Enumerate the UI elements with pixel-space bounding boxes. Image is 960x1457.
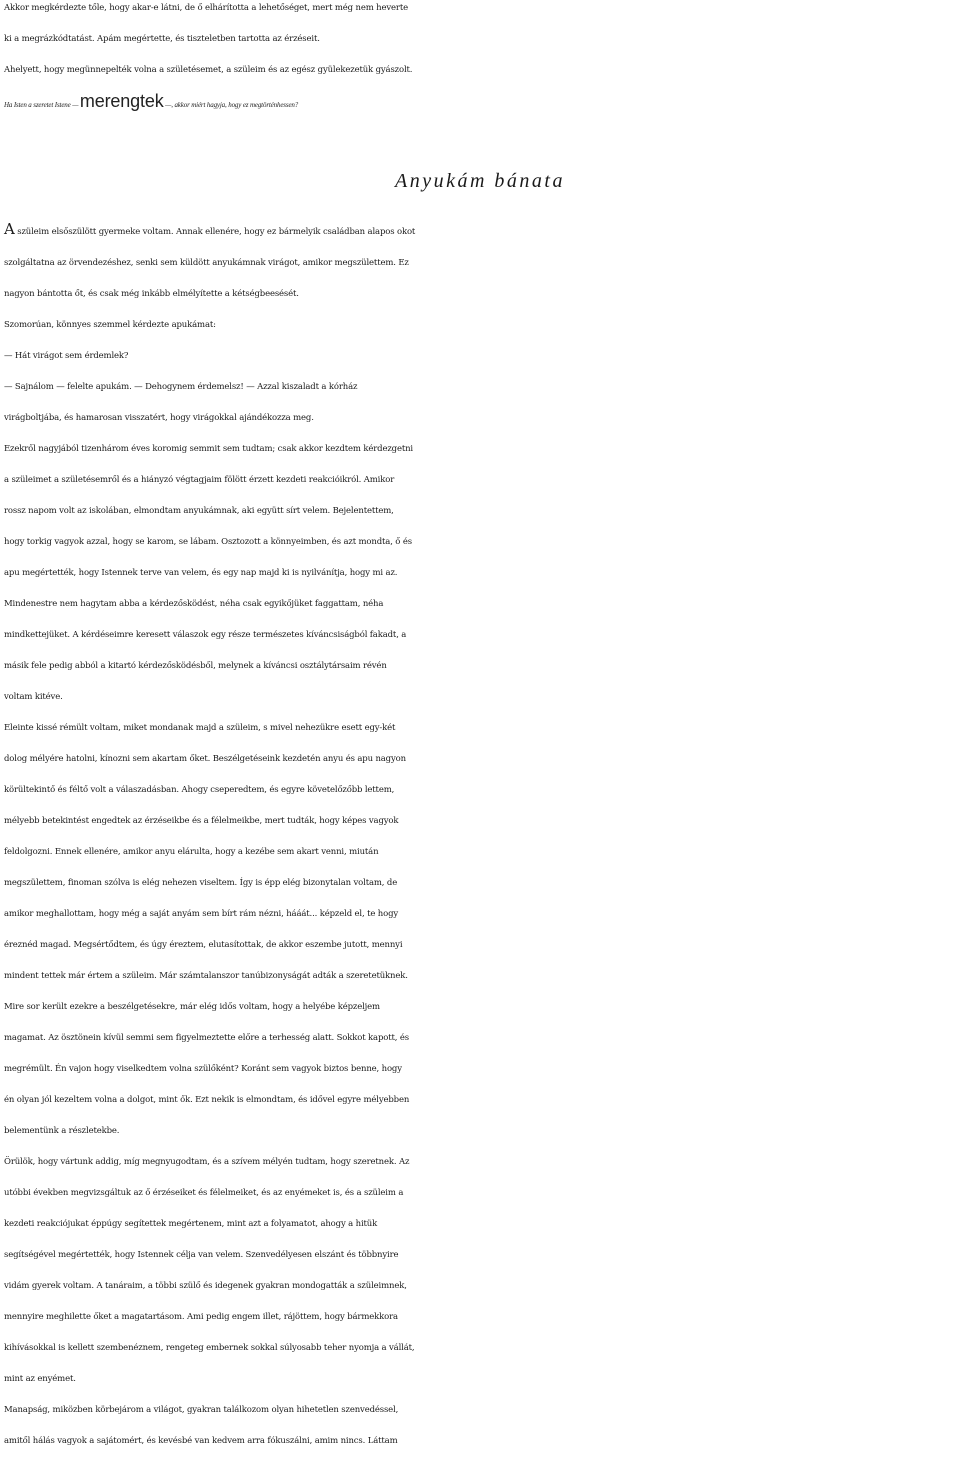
paragraph-line: magamat. Az ösztönein kívül semmi sem figyelmeztette előre a terhesség alatt. Sokkot kapott, és <box>4 1033 409 1043</box>
paragraph-line: mélyebb betekintést engedtek az érzéseikbe és a félelmeikbe, mert tudták, hogy képes vagyok <box>4 816 399 826</box>
paragraph-line: virágboltjába, és hamarosan visszatért, hogy virágokkal ajándékozza meg. <box>4 413 314 423</box>
paragraph-line: körültekintő és féltő volt a válaszadásban. Ahogy cseperedtem, és egyre követelőzőbb lettem, <box>4 785 395 795</box>
paragraph-line: mindent tettek már értem a szüleim. Már számtalanszor tanúbizonyságát adták a szeretetüknek. <box>4 971 408 981</box>
paragraph-line: amitől hálás vagyok a sajátomért, és kevésbé van kedvem arra fókuszálni, amim nincs. Láttam <box>4 1436 398 1446</box>
paragraph-line: Mire sor került ezekre a beszélgetésekre, már elég idős voltam, hogy a helyébe képzeljem <box>4 1002 380 1012</box>
paragraph-line: vidám gyerek voltam. A tanáraim, a többi szülő és idegenek gyakran mondogatták a szüleimnek, <box>4 1281 407 1291</box>
italic-quote-part: —, akkor miért hagyja, hogy ez megtörténhessen? <box>163 101 299 109</box>
paragraph-line: mennyire meghilette őket a magatartásom. Ami pedig engem illet, rájöttem, hogy bármekkora <box>4 1312 398 1322</box>
paragraph-line: mint az enyémet. <box>4 1374 76 1384</box>
paragraph-line: kihívásokkal is kellett szembenéznem, rengeteg embernek sokkal súlyosabb teher nyomja a vállát, <box>4 1343 415 1353</box>
paragraph-line: másik fele pedig abból a kitartó kérdezősködésből, melynek a kíváncsi osztálytársaim révén <box>4 661 387 671</box>
paragraph-line: amikor meghallottam, hogy még a saját anyám sem bírt rám nézni, hááát... képzeld el, te hogy <box>4 909 399 919</box>
paragraph-line: Örülök, hogy vártunk addig, míg megnyugodtam, és a szívem mélyén tudtam, hogy szeretnek. Az <box>4 1157 410 1167</box>
italic-quote-emphasis: merengtek <box>79 91 164 111</box>
paragraph-line: Ezekről nagyjából tizenhárom éves koromig semmit sem tudtam; csak akkor kezdtem kérdezgetni <box>4 444 414 454</box>
paragraph-line: Akkor megkérdezte tőle, hogy akar-e látni, de ő elhárította a lehetőséget, mert még nem heverte <box>4 3 408 13</box>
paragraph-line: a szüleimet a születésemről és a hiányzó végtagjaim fölött érzett kezdeti reakcióikról. Amikor <box>4 475 395 485</box>
paragraph-line: én olyan jól kezeltem volna a dolgot, mint ők. Ezt nekik is elmondtam, és idővel egyre mélyebben <box>4 1095 410 1105</box>
paragraph-line: — Hát virágot sem érdemlek? <box>4 351 129 361</box>
paragraph-line: dolog mélyére hatolni, kínozni sem akartam őket. Beszélgetéseink kezdetén anyu és apu nagyon <box>4 754 406 764</box>
paragraph-line: nagyon bántotta őt, és csak még inkább elmélyítette a kétségbeesését. <box>4 289 299 299</box>
document-page <box>4 0 956 1457</box>
paragraph-line-text: szüleim elsőszülött gyermeke voltam. Annak ellenére, hogy ez bármelyik családban alapos okot <box>14 227 416 237</box>
paragraph-line: Mindenestre nem hagytam abba a kérdezősködést, néha csak egyikőjüket faggattam, néha <box>4 599 384 609</box>
body-text <box>4 248 956 1457</box>
italic-quote-part: Ha Isten a szeretet Istene — <box>4 101 80 109</box>
paragraph-line: utóbbi években megvizsgáltuk az ő érzéseiket és félelmeiket, és az enyémeket is, és a szüleim a <box>4 1188 404 1198</box>
paragraph-first-line <box>4 214 956 248</box>
paragraph-line: Manapság, miközben körbejárom a világot, gyakran találkozom olyan hihetetlen szenvedéssel, <box>4 1405 399 1415</box>
paragraph-line: kezdeti reakciójukat éppúgy segítettek megértenem, mint azt a folyamatot, ahogy a hitük <box>4 1219 378 1229</box>
paragraph-line: ki a megrázkódtatást. Apám megértette, és tiszteletben tartotta az érzéseit. <box>4 34 320 44</box>
paragraph-line: apu megértették, hogy Istennek terve van velem, és egy nap majd ki is nyilvánítja, hogy mi az. <box>4 568 398 578</box>
paragraph-line: szolgáltatna az örvendezéshez, senki sem küldött anyukámnak virágot, amikor megszülettem. Ez <box>4 258 409 268</box>
paragraph-line: belementünk a részletekbe. <box>4 1126 120 1136</box>
italic-quote-line <box>4 86 956 121</box>
paragraph-line: éreznéd magad. Megsértődtem, és úgy éreztem, elutasítottak, de akkor eszembe jutott, mennyi <box>4 940 403 950</box>
paragraph-line: megszülettem, finoman szólva is elég nehezen viseltem. Így is épp elég bizonytalan voltam, de <box>4 878 398 888</box>
paragraph-line: Szomorúan, könnyes szemmel kérdezte apukámat: <box>4 320 216 330</box>
paragraph-line: segítségével megértették, hogy Istennek célja van velem. Szenvedélyesen elszánt és többnyire <box>4 1250 399 1260</box>
paragraph-line: mindkettejüket. A kérdéseimre keresett válaszok egy része természetes kíváncsiságból fakadt, a <box>4 630 407 640</box>
paragraph-line: Ahelyett, hogy megünnepelték volna a születésemet, a szüleim és az egész gyülekezetük gyászolt. <box>4 65 413 75</box>
section-title: Anyukám bánata <box>395 170 565 192</box>
paragraph-line: feldolgozni. Ennek ellenére, amikor anyu elárulta, hogy a kezébe sem akart venni, miután <box>4 847 379 857</box>
drop-initial: A <box>4 220 15 238</box>
paragraph-line: rossz napom volt az iskolában, elmondtam anyukámnak, aki együtt sírt velem. Bejelentettem, <box>4 506 394 516</box>
paragraph-line: voltam kitéve. <box>4 692 63 702</box>
paragraph-line: — Sajnálom — felelte apukám. — Dehogynem érdemelsz! — Azzal kiszaladt a kórház <box>4 382 358 392</box>
paragraph-line: hogy torkig vagyok azzal, hogy se karom, se lábam. Osztozott a könnyeimben, és azt mondta, ő és <box>4 537 412 547</box>
paragraph-line: Eleinte kissé rémült voltam, miket mondanak majd a szüleim, s mivel nehezükre esett egy-két <box>4 723 396 733</box>
paragraph-line: megrémült. Én vajon hogy viselkedtem volna szülőként? Koránt sem vagyok biztos benne, hogy <box>4 1064 402 1074</box>
